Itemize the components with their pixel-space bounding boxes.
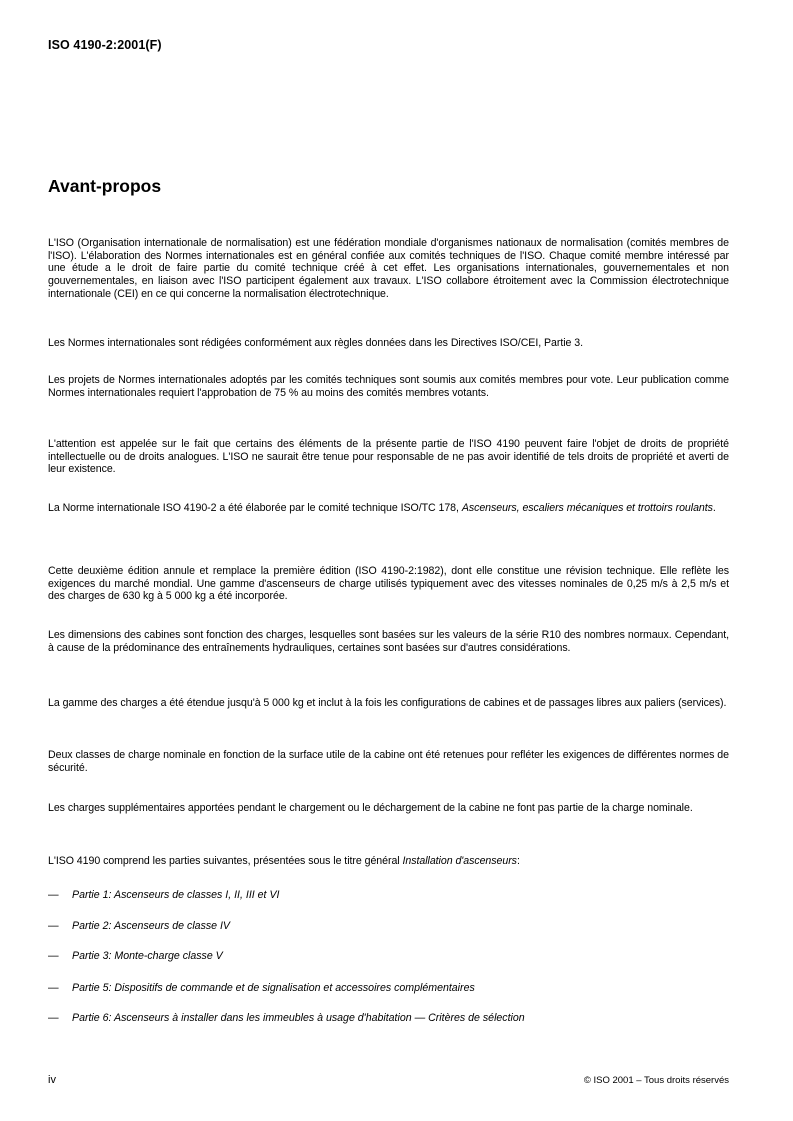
list-item-part-1 <box>48 889 738 902</box>
paragraph-load-classes: Deux classes de charge nominale en fonction de la surface utile de la cabine ont été retenues pour refléter les exigences de différentes normes de sécurité. <box>48 749 729 774</box>
list-item-part-3 <box>48 950 738 963</box>
em-dash-bullet: — <box>48 889 59 901</box>
parts-intro-suffix: : <box>516 855 520 867</box>
list-item-text: Partie 3: Monte-charge classe V <box>72 950 223 962</box>
tc-suffix: . <box>712 502 716 514</box>
paragraph-load-range: La gamme des charges a été étendue jusqu'à 5 000 kg et inclut à la fois les configurations de cabines et de passages libres aux paliers (services). <box>48 697 727 709</box>
paragraph-iso-organisation: L'ISO (Organisation internationale de normalisation) est une fédération mondiale d'organismes nationaux de normalisation (comités membres de l'ISO). L'élaboration des Normes internationales est en général confiée aux comités techniques de l'ISO. Chaque comité membre intéressé par une étude a le droit de faire partie du comité technique créé à cet effet. Les organisations internationales, gouvernementales et non gouvernementales, en liaison avec l'ISO participent également aux travaux. L'ISO collabore étroitement avec la Commission électrotechnique internationale (CEI) en ce qui concerne la normalisation électrotechnique. <box>48 237 729 300</box>
paragraph-cabin-dimensions: Les dimensions des cabines sont fonction des charges, lesquelles sont basées sur les valeurs de la série R10 des nombres normaux. Cependant, à cause de la prédominance des entraînements hydrauliques, certaines sont basées sur d'autres considérations. <box>48 629 729 654</box>
parts-intro-title: Installation d'ascenseurs <box>402 855 517 867</box>
list-item-part-6 <box>48 1012 738 1025</box>
list-item-part-2 <box>48 920 738 933</box>
list-item-text: Partie 2: Ascenseurs de classe IV <box>72 920 231 932</box>
paragraph-supplementary-loads: Les charges supplémentaires apportées pendant le chargement ou le déchargement de la cabine ne font pas partie de la charge nominale. <box>48 802 693 814</box>
section-title: Avant-propos <box>48 176 162 196</box>
em-dash-bullet: — <box>48 982 59 994</box>
tc-title: Ascenseurs, escaliers mécaniques et trottoirs roulants <box>461 502 713 514</box>
paragraph-parts-intro <box>48 855 729 868</box>
paragraph-technical-committee <box>48 502 729 515</box>
list-item-text: Partie 6: Ascenseurs à installer dans les immeubles à usage d'habitation — Critères de sélection <box>72 1012 525 1024</box>
paragraph-second-edition: Cette deuxième édition annule et remplace la première édition (ISO 4190-2:1982), dont elle constitue une révision technique. Elle reflète les exigences du marché mondial. Une gamme d'ascenseurs de charge utilisés typiquement avec des vitesses nominales de 0,25 m/s à 2,5 m/s et des charges de 630 kg à 5 000 kg a été incorporée. <box>48 565 729 603</box>
copyright-notice: © ISO 2001 – Tous droits réservés <box>583 1075 729 1086</box>
tc-prefix: La Norme internationale ISO 4190-2 a été élaborée par le comité technique ISO/TC 178, <box>48 502 462 514</box>
em-dash-bullet: — <box>48 950 59 962</box>
paragraph-voting: Les projets de Normes internationales adoptés par les comités techniques sont soumis aux comités membres pour vote. Leur publication comme Normes internationales requiert l'approbation de 75 % au moins des comités membres votants. <box>48 374 729 399</box>
list-item-text: Partie 1: Ascenseurs de classes I, II, III et VI <box>72 889 280 901</box>
paragraph-intellectual-property: L'attention est appelée sur le fait que certains des éléments de la présente partie de l'ISO 4190 peuvent faire l'objet de droits de propriété intellectuelle ou de droits analogues. L'ISO ne saurait être tenue pour responsable de ne pas avoir identifié de tels droits de propriété et averti de leur existence. <box>48 438 729 476</box>
paragraph-directives: Les Normes internationales sont rédigées conformément aux règles données dans les Directives ISO/CEI, Partie 3. <box>48 337 584 349</box>
em-dash-bullet: — <box>48 1012 59 1024</box>
document-id-header: ISO 4190-2:2001(F) <box>48 38 162 52</box>
list-item-part-5 <box>48 982 738 995</box>
list-item-text: Partie 5: Dispositifs de commande et de signalisation et accessoires complémentaires <box>72 982 475 994</box>
parts-intro-prefix: L'ISO 4190 comprend les parties suivantes, présentées sous le titre général <box>48 855 403 867</box>
page-number: iv <box>48 1074 56 1086</box>
em-dash-bullet: — <box>48 920 59 932</box>
